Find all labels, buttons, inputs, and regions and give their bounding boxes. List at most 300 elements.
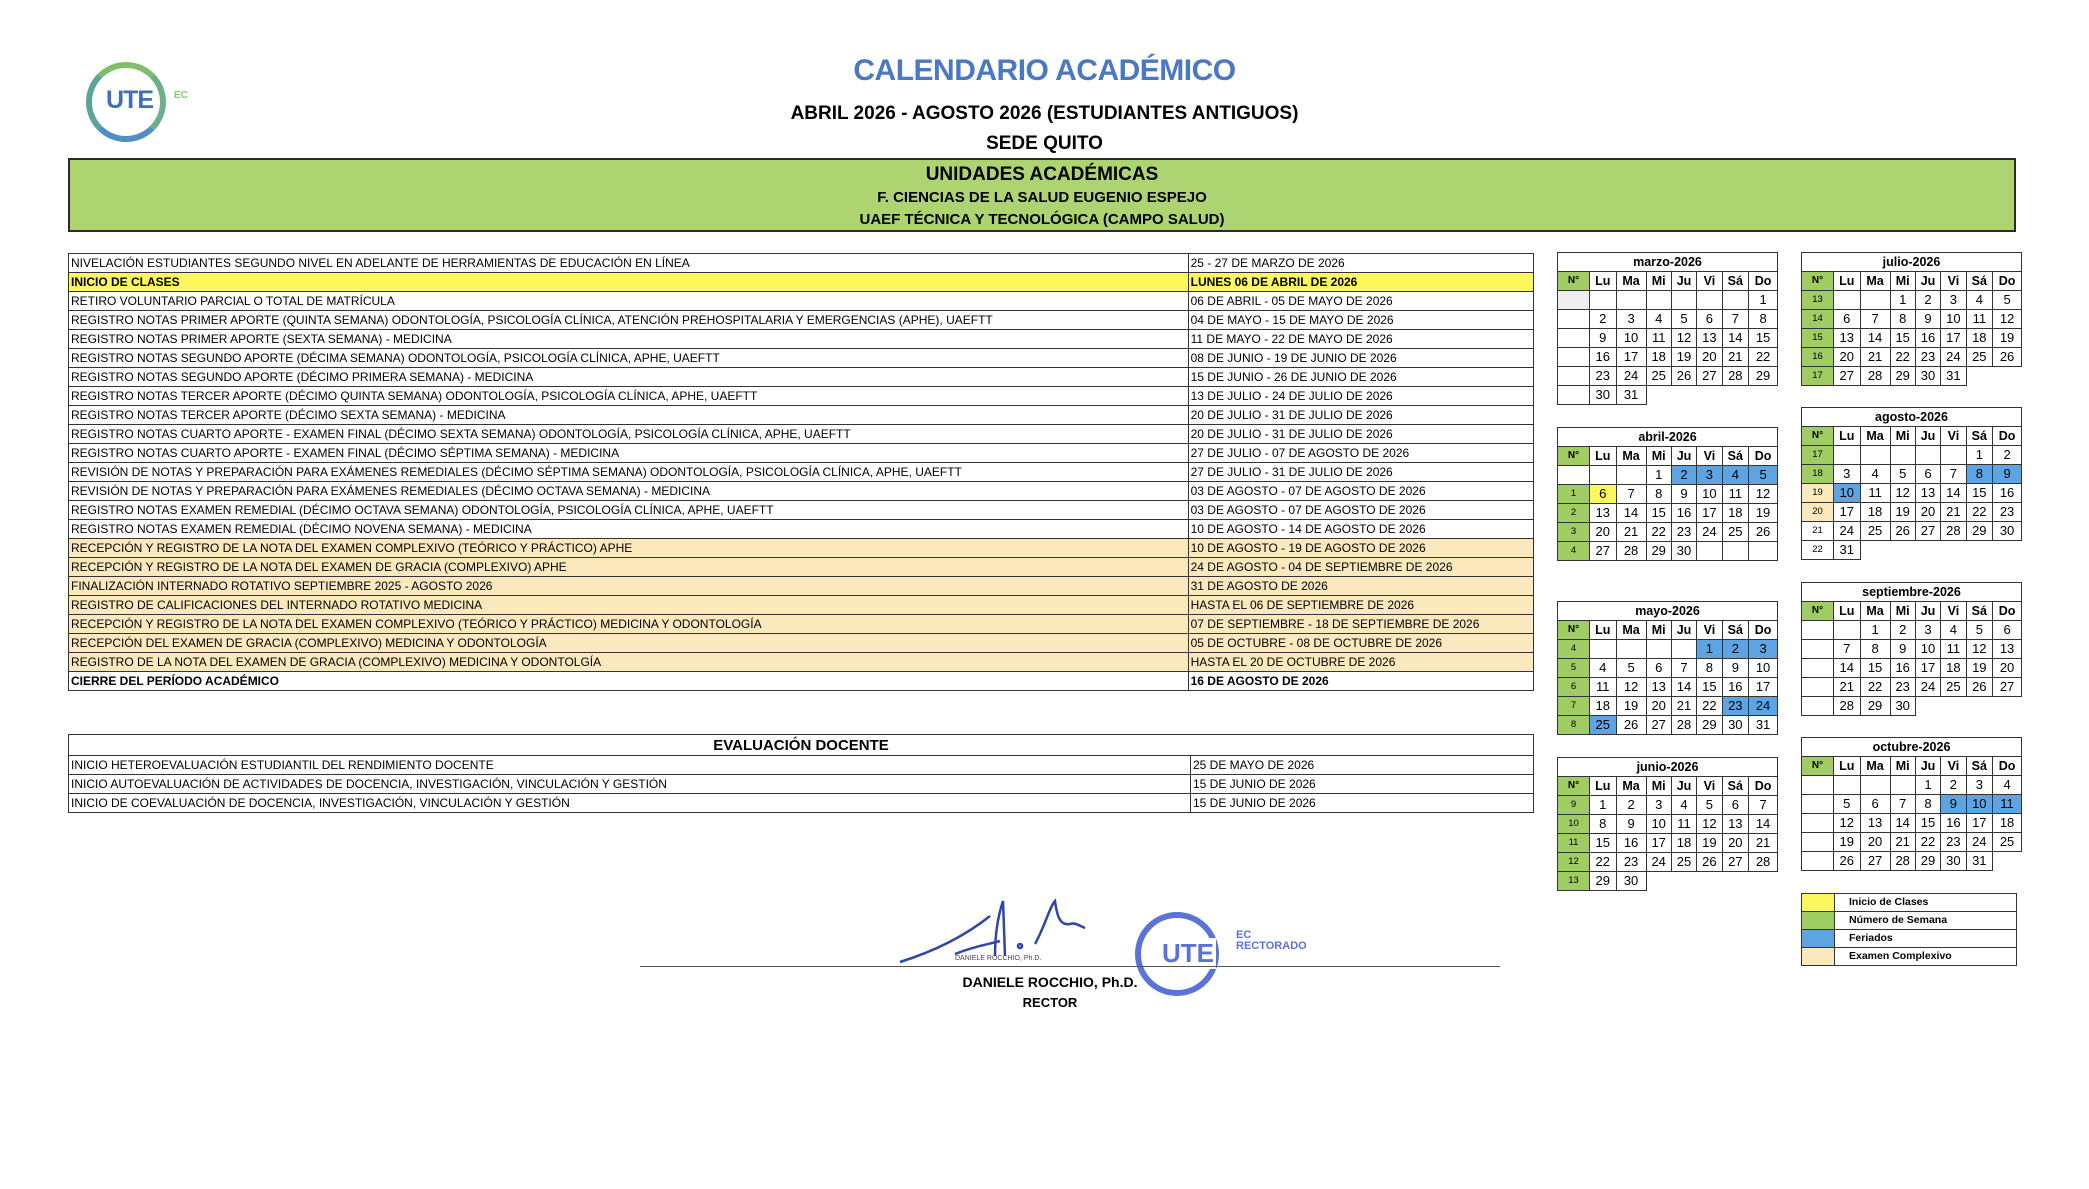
calendar-day: 16 xyxy=(1890,659,1915,678)
calendar-week-row xyxy=(1558,542,1778,561)
calendar-day: 16 xyxy=(1590,348,1617,367)
calendar-day: 7 xyxy=(1722,310,1749,329)
legend-label: Número de Semana xyxy=(1835,912,2017,930)
calendar-day: 1 xyxy=(1890,291,1915,310)
calendar-day: 15 xyxy=(1646,504,1671,523)
calendar-day: 25 xyxy=(1671,853,1696,872)
activity-cell: NIVELACIÓN ESTUDIANTES SEGUNDO NIVEL EN ADELANTE DE HERRAMIENTAS DE EDUCACIÓN EN LÍNEA xyxy=(69,254,1189,273)
calendar-day: 31 xyxy=(1834,541,1861,560)
calendar-day: 23 xyxy=(1890,678,1915,697)
week-number: 4 xyxy=(1558,640,1590,659)
calendar-day: 29 xyxy=(1646,542,1671,561)
table-row xyxy=(69,577,1534,596)
calendar-day xyxy=(1722,291,1749,310)
calendar-day: 2 xyxy=(1915,291,1940,310)
calendar-day: 7 xyxy=(1616,485,1646,504)
calendar-day: 27 xyxy=(1722,853,1749,872)
calendar-day: 24 xyxy=(1749,697,1778,716)
calendar-day: 28 xyxy=(1890,852,1915,871)
calendar-day: 9 xyxy=(1671,485,1696,504)
calendar-day: 22 xyxy=(1890,348,1915,367)
calendar-day: 5 xyxy=(1697,796,1722,815)
calendar-day: 25 xyxy=(1860,522,1890,541)
calendar-day: 9 xyxy=(1590,329,1617,348)
calendar-day: 23 xyxy=(1941,833,1966,852)
calendar-day: 17 xyxy=(1749,678,1778,697)
month-title: abril-2026 xyxy=(1558,428,1778,447)
empty-cell xyxy=(1860,541,1890,560)
calendar-day: 4 xyxy=(1941,621,1966,640)
calendar-day: 6 xyxy=(1722,796,1749,815)
week-number xyxy=(1802,833,1834,852)
weekday-header: Vi xyxy=(1697,447,1722,466)
table-row xyxy=(69,539,1534,558)
calendar-julio-2026 xyxy=(1801,252,2022,386)
calendar-day: 11 xyxy=(1860,484,1890,503)
weekday-header: Lu xyxy=(1590,777,1617,796)
week-number: 21 xyxy=(1802,522,1834,541)
calendar-day: 24 xyxy=(1915,678,1940,697)
calendar-day: 24 xyxy=(1616,367,1646,386)
calendar-day: 16 xyxy=(1722,678,1749,697)
calendar-day: 1 xyxy=(1860,621,1890,640)
calendar-day xyxy=(1616,640,1646,659)
calendar-day: 9 xyxy=(1993,465,2022,484)
table-row xyxy=(69,558,1534,577)
weekday-header: Do xyxy=(1749,447,1778,466)
calendar-day: 14 xyxy=(1860,329,1890,348)
calendar-day: 14 xyxy=(1616,504,1646,523)
activity-cell: REVISIÓN DE NOTAS Y PREPARACIÓN PARA EXÁMENES REMEDIALES (DÉCIMO OCTAVA SEMANA) - MEDICINA xyxy=(69,482,1189,501)
calendar-day: 31 xyxy=(1966,852,1993,871)
calendar-day: 15 xyxy=(1915,814,1940,833)
calendar-week-row xyxy=(1802,621,2022,640)
weekday-header: Vi xyxy=(1697,777,1722,796)
calendar-day: 26 xyxy=(1993,348,2022,367)
calendar-day xyxy=(1590,291,1617,310)
week-number: 8 xyxy=(1558,716,1590,735)
calendar-day: 16 xyxy=(1671,504,1696,523)
calendar-week-row xyxy=(1802,465,2022,484)
calendar-day: 13 xyxy=(1646,678,1671,697)
calendar-week-row xyxy=(1802,367,2022,386)
empty-cell xyxy=(1993,852,2022,871)
week-number-header: N° xyxy=(1558,272,1590,291)
calendar-day: 21 xyxy=(1722,348,1749,367)
week-number-header: N° xyxy=(1558,447,1590,466)
empty-cell xyxy=(1697,386,1722,405)
calendar-day: 27 xyxy=(1697,367,1722,386)
weekday-header: Lu xyxy=(1590,621,1617,640)
table-row xyxy=(69,368,1534,387)
date-cell: 20 DE JULIO - 31 DE JULIO DE 2026 xyxy=(1188,425,1533,444)
calendar-day: 11 xyxy=(1722,485,1749,504)
calendar-week-row xyxy=(1802,776,2022,795)
activity-cell: REGISTRO NOTAS CUARTO APORTE - EXAMEN FINAL (DÉCIMO SÉPTIMA SEMANA) - MEDICINA xyxy=(69,444,1189,463)
calendar-day: 15 xyxy=(1749,329,1778,348)
date-cell: 24 DE AGOSTO - 04 DE SEPTIEMBRE DE 2026 xyxy=(1188,558,1533,577)
calendar-day xyxy=(1834,776,1861,795)
calendar-day: 1 xyxy=(1697,640,1722,659)
weekday-header: Sá xyxy=(1966,427,1993,446)
calendar-day: 10 xyxy=(1749,659,1778,678)
date-cell: 25 - 27 DE MARZO DE 2026 xyxy=(1188,254,1533,273)
calendar-day: 10 xyxy=(1915,640,1940,659)
calendar-day: 27 xyxy=(1993,678,2022,697)
week-number: 17 xyxy=(1802,446,1834,465)
calendar-day xyxy=(1697,542,1722,561)
empty-cell xyxy=(1749,872,1778,891)
date-cell: HASTA EL 20 DE OCTUBRE DE 2026 xyxy=(1188,653,1533,672)
empty-cell xyxy=(1993,541,2022,560)
month-title: agosto-2026 xyxy=(1802,408,2022,427)
date-cell: 13 DE JULIO - 24 DE JULIO DE 2026 xyxy=(1188,387,1533,406)
month-title: septiembre-2026 xyxy=(1802,583,2022,602)
calendar-day: 7 xyxy=(1671,659,1696,678)
calendar-day: 2 xyxy=(1941,776,1966,795)
table-row xyxy=(69,425,1534,444)
calendar-day: 13 xyxy=(1993,640,2022,659)
calendar-day: 6 xyxy=(1860,795,1890,814)
calendar-abril-2026 xyxy=(1557,427,1778,561)
calendar-day: 30 xyxy=(1671,542,1696,561)
stamp-dept: RECTORADO xyxy=(1236,940,1307,952)
empty-cell xyxy=(1941,697,1966,716)
weekday-header: Sá xyxy=(1966,757,1993,776)
calendar-junio-2026 xyxy=(1557,757,1778,891)
signature-caption: DANIELE ROCCHIO, Ph.D. xyxy=(955,955,1042,962)
calendar-day: 8 xyxy=(1749,310,1778,329)
calendar-day: 25 xyxy=(1722,523,1749,542)
calendar-day: 7 xyxy=(1890,795,1915,814)
calendar-day: 4 xyxy=(1590,659,1617,678)
stamp-text: UTE xyxy=(1162,938,1214,968)
weekday-header: Mi xyxy=(1890,272,1915,291)
calendar-day: 2 xyxy=(1722,640,1749,659)
weekday-header: Ju xyxy=(1915,427,1940,446)
calendar-week-row xyxy=(1558,386,1778,405)
table-row xyxy=(69,615,1534,634)
weekday-header: Ju xyxy=(1915,602,1940,621)
legend-swatch xyxy=(1802,894,1835,912)
empty-cell xyxy=(1646,386,1671,405)
weekday-header: Vi xyxy=(1941,272,1966,291)
empty-cell xyxy=(1671,872,1696,891)
calendar-day: 6 xyxy=(1646,659,1671,678)
calendar-day: 20 xyxy=(1590,523,1617,542)
table-row xyxy=(69,672,1534,691)
date-cell: 11 DE MAYO - 22 DE MAYO DE 2026 xyxy=(1188,330,1533,349)
calendar-day: 22 xyxy=(1697,697,1722,716)
activity-cell: CIERRE DEL PERÍODO ACADÉMICO xyxy=(69,672,1189,691)
calendar-day: 4 xyxy=(1646,310,1671,329)
calendar-day: 12 xyxy=(1671,329,1696,348)
calendar-day: 10 xyxy=(1941,310,1966,329)
week-number xyxy=(1558,291,1590,310)
calendar-day xyxy=(1671,640,1696,659)
date-cell: 10 DE AGOSTO - 14 DE AGOSTO DE 2026 xyxy=(1188,520,1533,539)
calendar-day: 9 xyxy=(1890,640,1915,659)
calendar-octubre-2026 xyxy=(1801,737,2022,871)
academic-units-banner xyxy=(68,158,2016,232)
calendar-day: 25 xyxy=(1941,678,1966,697)
week-number xyxy=(1558,310,1590,329)
calendar-day: 13 xyxy=(1915,484,1940,503)
calendar-week-row xyxy=(1802,678,2022,697)
empty-cell xyxy=(1749,386,1778,405)
weekday-header: Lu xyxy=(1834,602,1861,621)
date-cell: 25 DE MAYO DE 2026 xyxy=(1191,756,1534,775)
calendar-day: 17 xyxy=(1941,329,1966,348)
calendar-week-row xyxy=(1558,523,1778,542)
stamp-label xyxy=(1236,930,1307,952)
date-cell: 06 DE ABRIL - 05 DE MAYO DE 2026 xyxy=(1188,292,1533,311)
calendar-marzo-2026 xyxy=(1557,252,1778,405)
activity-cell: FINALIZACIÓN INTERNADO ROTATIVO SEPTIEMBRE 2025 - AGOSTO 2026 xyxy=(69,577,1189,596)
weekday-header: Sá xyxy=(1966,272,1993,291)
weekday-header: Lu xyxy=(1590,447,1617,466)
week-number-header: N° xyxy=(1558,777,1590,796)
calendar-day xyxy=(1890,776,1915,795)
calendar-day: 17 xyxy=(1966,814,1993,833)
week-number: 11 xyxy=(1558,834,1590,853)
calendar-day xyxy=(1860,291,1890,310)
calendar-day: 17 xyxy=(1697,504,1722,523)
calendar-week-row xyxy=(1802,446,2022,465)
calendar-day: 6 xyxy=(1697,310,1722,329)
weekday-header: Do xyxy=(1749,621,1778,640)
table-row xyxy=(69,482,1534,501)
table-row xyxy=(69,292,1534,311)
calendar-day: 10 xyxy=(1646,815,1671,834)
date-cell: 05 DE OCTUBRE - 08 DE OCTUBRE DE 2026 xyxy=(1188,634,1533,653)
calendar-day: 6 xyxy=(1834,310,1861,329)
calendar-week-row xyxy=(1802,814,2022,833)
calendar-week-row xyxy=(1558,504,1778,523)
calendar-day: 13 xyxy=(1834,329,1861,348)
table-row xyxy=(69,349,1534,368)
week-number: 13 xyxy=(1802,291,1834,310)
calendar-day: 8 xyxy=(1860,640,1890,659)
calendar-day: 17 xyxy=(1834,503,1861,522)
calendar-day: 17 xyxy=(1616,348,1646,367)
week-number-header: N° xyxy=(1802,272,1834,291)
week-number: 22 xyxy=(1802,541,1834,560)
calendar-week-row xyxy=(1558,310,1778,329)
calendar-day: 25 xyxy=(1646,367,1671,386)
calendar-day: 11 xyxy=(1590,678,1617,697)
activity-cell: RECEPCIÓN DEL EXAMEN DE GRACIA (COMPLEXIVO) MEDICINA Y ODONTOLOGÍA xyxy=(69,634,1189,653)
weekday-header: Mi xyxy=(1890,427,1915,446)
calendar-week-row xyxy=(1558,678,1778,697)
legend-item xyxy=(1802,894,2017,912)
stamp-ec: EC xyxy=(1236,929,1252,941)
activity-cell: RECEPCIÓN Y REGISTRO DE LA NOTA DEL EXAMEN COMPLEXIVO (TEÓRICO Y PRÁCTICO) APHE xyxy=(69,539,1189,558)
calendar-day xyxy=(1749,542,1778,561)
calendar-day: 25 xyxy=(1966,348,1993,367)
calendar-week-row xyxy=(1558,872,1778,891)
calendar-day: 28 xyxy=(1941,522,1966,541)
calendar-day: 21 xyxy=(1671,697,1696,716)
calendar-day: 11 xyxy=(1671,815,1696,834)
calendar-day: 3 xyxy=(1915,621,1940,640)
calendar-day: 20 xyxy=(1646,697,1671,716)
week-number: 4 xyxy=(1558,542,1590,561)
weekday-header: Sá xyxy=(1722,447,1749,466)
calendar-day: 18 xyxy=(1722,504,1749,523)
week-number: 6 xyxy=(1558,678,1590,697)
calendar-day: 26 xyxy=(1966,678,1993,697)
weekday-header: Vi xyxy=(1941,757,1966,776)
calendar-day: 5 xyxy=(1671,310,1696,329)
calendar-day: 4 xyxy=(1722,466,1749,485)
calendar-day xyxy=(1590,640,1617,659)
week-number: 12 xyxy=(1558,853,1590,872)
calendar-week-row xyxy=(1802,852,2022,871)
activity-cell: REGISTRO NOTAS EXAMEN REMEDIAL (DÉCIMO NOVENA SEMANA) - MEDICINA xyxy=(69,520,1189,539)
legend xyxy=(1801,893,2017,966)
weekday-header: Do xyxy=(1993,757,2022,776)
activity-cell: REGISTRO NOTAS SEGUNDO APORTE (DÉCIMA SEMANA) ODONTOLOGÍA, PSICOLOGÍA CLÍNICA, APHE, UAEFTT xyxy=(69,349,1189,368)
calendar-day: 13 xyxy=(1722,815,1749,834)
calendar-day: 5 xyxy=(1616,659,1646,678)
calendar-day: 5 xyxy=(1749,466,1778,485)
calendar-day: 14 xyxy=(1671,678,1696,697)
date-cell: 20 DE JULIO - 31 DE JULIO DE 2026 xyxy=(1188,406,1533,425)
calendar-day: 9 xyxy=(1722,659,1749,678)
calendar-day: 22 xyxy=(1860,678,1890,697)
calendar-day: 24 xyxy=(1941,348,1966,367)
calendar-day: 27 xyxy=(1915,522,1940,541)
calendar-week-row xyxy=(1558,659,1778,678)
calendar-day: 13 xyxy=(1860,814,1890,833)
calendar-week-row xyxy=(1558,640,1778,659)
calendar-week-row xyxy=(1558,367,1778,386)
calendar-day xyxy=(1671,291,1696,310)
table-row xyxy=(69,520,1534,539)
calendar-day: 14 xyxy=(1941,484,1966,503)
month-title: junio-2026 xyxy=(1558,758,1778,777)
weekday-header: Sá xyxy=(1722,777,1749,796)
weekday-header: Ma xyxy=(1616,447,1646,466)
calendar-week-row xyxy=(1802,659,2022,678)
calendar-day: 12 xyxy=(1749,485,1778,504)
calendar-day: 18 xyxy=(1860,503,1890,522)
calendar-day: 26 xyxy=(1616,716,1646,735)
calendar-day xyxy=(1860,776,1890,795)
week-number: 15 xyxy=(1802,329,1834,348)
calendar-day: 24 xyxy=(1697,523,1722,542)
calendar-day: 5 xyxy=(1890,465,1915,484)
activity-cell: REGISTRO NOTAS TERCER APORTE (DÉCIMO QUINTA SEMANA) ODONTOLOGÍA, PSICOLOGÍA CLÍNICA, APHE, UAEFTT xyxy=(69,387,1189,406)
week-number xyxy=(1802,640,1834,659)
calendar-day xyxy=(1616,466,1646,485)
calendar-week-row xyxy=(1802,329,2022,348)
date-cell: 16 DE AGOSTO DE 2026 xyxy=(1188,672,1533,691)
week-number-header: N° xyxy=(1558,621,1590,640)
calendar-day: 27 xyxy=(1646,716,1671,735)
table-row xyxy=(69,330,1534,349)
calendar-week-row xyxy=(1558,697,1778,716)
calendar-day: 11 xyxy=(1966,310,1993,329)
weekday-header: Mi xyxy=(1890,757,1915,776)
calendar-week-row xyxy=(1802,833,2022,852)
calendar-day: 29 xyxy=(1860,697,1890,716)
calendar-day: 28 xyxy=(1722,367,1749,386)
calendar-week-row xyxy=(1558,485,1778,504)
date-cell: 15 DE JUNIO - 26 DE JUNIO DE 2026 xyxy=(1188,368,1533,387)
activity-cell: RETIRO VOLUNTARIO PARCIAL O TOTAL DE MATRÍCULA xyxy=(69,292,1189,311)
calendar-day: 3 xyxy=(1966,776,1993,795)
calendar-day: 8 xyxy=(1697,659,1722,678)
legend-item xyxy=(1802,930,2017,948)
calendar-day: 30 xyxy=(1993,522,2022,541)
calendar-week-row xyxy=(1802,484,2022,503)
empty-cell xyxy=(1890,541,1915,560)
calendar-day: 30 xyxy=(1590,386,1617,405)
logo-text: UTE xyxy=(106,86,153,114)
date-cell: 15 DE JUNIO DE 2026 xyxy=(1191,775,1534,794)
weekday-header: Mi xyxy=(1646,272,1671,291)
calendar-day: 2 xyxy=(1616,796,1646,815)
calendar-day: 8 xyxy=(1890,310,1915,329)
calendar-septiembre-2026 xyxy=(1801,582,2022,716)
legend-label: Inicio de Clases xyxy=(1835,894,2017,912)
calendar-day: 21 xyxy=(1941,503,1966,522)
calendar-day: 6 xyxy=(1590,485,1617,504)
calendar-week-row xyxy=(1802,697,2022,716)
calendar-day: 10 xyxy=(1616,329,1646,348)
calendar-day: 14 xyxy=(1722,329,1749,348)
date-cell: HASTA EL 06 DE SEPTIEMBRE DE 2026 xyxy=(1188,596,1533,615)
calendar-day: 4 xyxy=(1671,796,1696,815)
weekday-header: Sá xyxy=(1722,621,1749,640)
calendar-day: 10 xyxy=(1697,485,1722,504)
month-title: mayo-2026 xyxy=(1558,602,1778,621)
table-row xyxy=(69,501,1534,520)
weekday-header: Do xyxy=(1993,427,2022,446)
calendar-day: 20 xyxy=(1915,503,1940,522)
calendar-week-row xyxy=(1802,310,2022,329)
calendar-day: 23 xyxy=(1993,503,2022,522)
activity-cell: REGISTRO NOTAS PRIMER APORTE (SEXTA SEMANA) - MEDICINA xyxy=(69,330,1189,349)
activity-cell: RECEPCIÓN Y REGISTRO DE LA NOTA DEL EXAMEN DE GRACIA (COMPLEXIVO) APHE xyxy=(69,558,1189,577)
calendar-day: 29 xyxy=(1590,872,1617,891)
weekday-header: Mi xyxy=(1890,602,1915,621)
calendar-day: 19 xyxy=(1993,329,2022,348)
activity-cell: REVISIÓN DE NOTAS Y PREPARACIÓN PARA EXÁMENES REMEDIALES (DÉCIMO SÉPTIMA SEMANA) ODONTOLOGÍA, PSICOLOGÍA CLÍNICA, APHE, UAEFTT xyxy=(69,463,1189,482)
weekday-header: Vi xyxy=(1697,272,1722,291)
calendar-day: 1 xyxy=(1646,466,1671,485)
legend-swatch xyxy=(1802,948,1835,966)
activity-cell: INICIO DE CLASES xyxy=(69,273,1189,292)
table-row xyxy=(69,406,1534,425)
table-row xyxy=(69,273,1534,292)
calendar-day: 18 xyxy=(1590,697,1617,716)
calendar-day: 9 xyxy=(1616,815,1646,834)
calendar-day: 19 xyxy=(1616,697,1646,716)
signer-role: RECTOR xyxy=(1022,995,1078,1010)
activity-cell: REGISTRO DE CALIFICACIONES DEL INTERNADO ROTATIVO MEDICINA xyxy=(69,596,1189,615)
week-number: 17 xyxy=(1802,367,1834,386)
activity-cell: REGISTRO NOTAS TERCER APORTE (DÉCIMO SEXTA SEMANA) - MEDICINA xyxy=(69,406,1189,425)
weekday-header: Lu xyxy=(1834,427,1861,446)
calendar-mayo-2026 xyxy=(1557,601,1778,735)
empty-cell xyxy=(1966,697,1993,716)
week-number xyxy=(1802,621,1834,640)
calendar-day: 18 xyxy=(1671,834,1696,853)
date-cell: 04 DE MAYO - 15 DE MAYO DE 2026 xyxy=(1188,311,1533,330)
